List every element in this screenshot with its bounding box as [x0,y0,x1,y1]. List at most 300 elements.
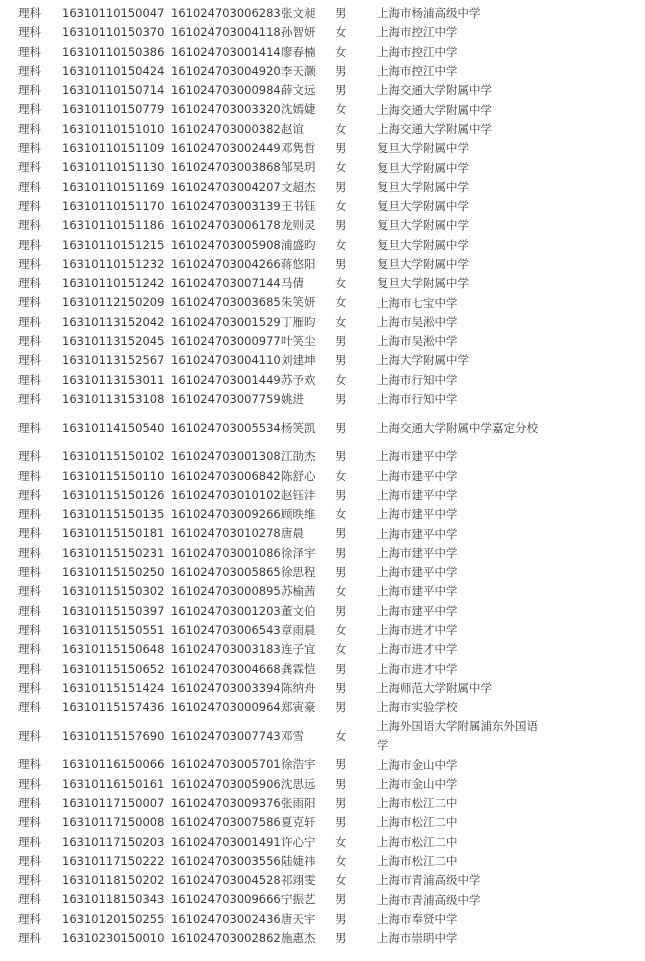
gender-cell: 女 [335,584,347,599]
school-cell: 上海交通大学附属中学 [377,83,492,98]
gender-cell: 女 [335,160,347,175]
table-row [18,447,547,466]
table-row [18,236,547,255]
table-row [18,640,547,659]
gender-cell: 男 [335,700,347,715]
subject-cell: 理科 [18,487,41,502]
student-name-cell: 文超杰 [281,179,316,194]
school-cell: 上海市实验学校 [377,700,458,715]
student-name-cell: 徐思程 [281,565,316,580]
table-row [18,563,547,582]
subject-cell: 理科 [18,44,41,59]
table-row [18,274,547,293]
id-number-cell: 161024703000964 [171,700,281,715]
school-cell: 复旦大学附属中学 [377,237,469,252]
gender-cell: 女 [335,237,347,252]
exam-number-cell: 16310115150397 [62,603,165,618]
gender-cell: 男 [335,892,347,907]
school-cell: 上海师范大学附属中学 [377,680,492,695]
school-cell: 上海市建平中学 [377,507,458,522]
table-row [18,602,547,621]
subject-cell: 理科 [18,853,41,868]
table-row [18,486,547,505]
exam-number-cell: 16310115150126 [62,487,165,502]
subject-cell: 理科 [18,237,41,252]
id-number-cell: 161024703000977 [171,334,281,349]
subject-cell: 理科 [18,507,41,522]
student-name-cell: 薛文远 [281,83,316,98]
id-number-cell: 161024703004668 [171,661,281,676]
table-row [18,467,547,486]
subject-cell: 理科 [18,198,41,213]
school-cell: 上海市行知中学 [377,392,458,407]
gender-cell: 女 [335,295,347,310]
table-row [18,833,547,852]
id-number-cell: 161024703003183 [171,642,281,657]
school-cell: 上海市松江二中 [377,834,458,849]
exam-number-cell: 16310114150540 [62,420,165,435]
exam-number-cell: 16310120150255 [62,911,165,926]
gender-cell: 男 [335,795,347,810]
table-row [18,62,547,81]
table-row [18,139,547,158]
subject-cell: 理科 [18,661,41,676]
school-cell: 上海市建平中学 [377,545,458,560]
exam-number-cell: 16310115150250 [62,565,165,580]
school-cell: 上海市松江二中 [377,815,458,830]
student-name-cell: 邹昊玥 [281,160,316,175]
gender-cell: 女 [335,102,347,117]
school-cell: 上海市吴淞中学 [377,314,458,329]
student-name-cell: 陆婕祎 [281,853,316,868]
student-name-cell: 郑寅豪 [281,700,316,715]
id-number-cell: 161024703003556 [171,853,281,868]
gender-cell: 男 [335,661,347,676]
exam-number-cell: 16310115157436 [62,700,165,715]
exam-number-cell: 16310113152567 [62,353,165,368]
gender-cell: 女 [335,873,347,888]
gender-cell: 男 [335,141,347,156]
table-row [18,929,547,948]
table-row [18,505,547,524]
table-row [18,755,547,774]
table-row [18,775,547,794]
gender-cell: 男 [335,931,347,946]
student-name-cell: 施惠杰 [281,931,316,946]
student-name-cell: 苏榆茜 [281,584,316,599]
id-number-cell: 161024703002436 [171,911,281,926]
table-row [18,313,547,332]
id-number-cell: 161024703001449 [171,372,281,387]
subject-cell: 理科 [18,815,41,830]
gender-cell: 男 [335,449,347,464]
student-name-cell: 浦盛昀 [281,237,316,252]
school-cell: 上海市建平中学 [377,526,458,541]
exam-number-cell: 16310110151215 [62,237,165,252]
student-name-cell: 孙智妍 [281,25,316,40]
id-number-cell: 161024703007743 [171,728,281,743]
subject-cell: 理科 [18,622,41,637]
gender-cell: 女 [335,468,347,483]
student-name-cell: 蒋悠阳 [281,256,316,271]
subject-cell: 理科 [18,565,41,580]
id-number-cell: 161024703003320 [171,102,281,117]
school-cell: 复旦大学附属中学 [377,199,469,214]
student-name-cell: 王书钰 [281,198,316,213]
student-name-cell: 沈嫣婕 [281,102,316,117]
gender-cell: 男 [335,565,347,580]
exam-number-cell: 16310115150551 [62,622,165,637]
school-cell: 上海市奉贤中学 [377,911,458,926]
table-row [18,120,547,139]
school-cell: 复旦大学附属中学 [377,218,469,233]
table-row [18,813,547,832]
id-number-cell: 161024703004118 [171,25,281,40]
gender-cell: 男 [335,218,347,233]
exam-number-cell: 16310115150652 [62,661,165,676]
table-row [18,621,547,640]
subject-cell: 理科 [18,584,41,599]
id-number-cell: 161024703001308 [171,449,281,464]
id-number-cell: 161024703007144 [171,276,281,291]
student-name-cell: 顾昳维 [281,507,316,522]
school-cell: 上海交通大学附属中学 [377,102,492,117]
school-cell: 上海市进才中学 [377,623,458,638]
table-row [18,371,547,390]
gender-cell: 女 [335,853,347,868]
id-number-cell: 161024703000382 [171,121,281,136]
subject-cell: 理科 [18,757,41,772]
exam-number-cell: 16310110150370 [62,25,165,40]
id-number-cell: 161024703006283 [171,6,281,20]
exam-number-cell: 16310230150010 [62,931,165,946]
subject-cell: 理科 [18,63,41,78]
student-name-cell: 连子宜 [281,642,316,657]
school-cell: 上海市控江中学 [377,44,458,59]
id-number-cell: 161024703004266 [171,256,281,271]
gender-cell: 女 [335,121,347,136]
subject-cell: 理科 [18,873,41,888]
id-number-cell: 161024703001414 [171,44,281,59]
exam-number-cell: 16310110151109 [62,141,165,156]
exam-number-cell: 16310110150714 [62,83,165,98]
subject-cell: 理科 [18,700,41,715]
exam-number-cell: 16310110151170 [62,198,165,213]
student-name-cell: 苏予欢 [281,372,316,387]
subject-cell: 理科 [18,6,41,20]
table-row [18,679,547,698]
student-name-cell: 唐晨 [281,526,304,541]
subject-cell: 理科 [18,353,41,368]
student-name-cell: 章雨晨 [281,622,316,637]
subject-cell: 理科 [18,391,41,406]
student-name-cell: 唐天宇 [281,911,316,926]
student-name-cell: 沈思远 [281,776,316,791]
table-row [18,178,547,197]
student-name-cell: 龙则灵 [281,218,316,233]
subject-cell: 理科 [18,102,41,117]
school-cell: 上海市金山中学 [377,757,458,772]
id-number-cell: 161024703002449 [171,141,281,156]
table-row [18,409,547,447]
school-cell: 上海市建平中学 [377,603,458,618]
exam-number-cell: 16310110151010 [62,121,165,136]
gender-cell: 女 [335,642,347,657]
gender-cell: 男 [335,420,347,435]
id-number-cell: 161024703001529 [171,314,281,329]
school-cell: 上海市青浦高级中学 [377,873,481,888]
school-cell: 上海市杨浦高级中学 [377,6,481,21]
table-row [18,717,547,755]
subject-cell: 理科 [18,931,41,946]
table-row [18,255,547,274]
student-name-cell: 祁翊雯 [281,873,316,888]
id-number-cell: 161024703001491 [171,834,281,849]
id-number-cell: 161024703004110 [171,353,281,368]
school-cell: 上海市建平中学 [377,449,458,464]
school-cell: 上海交通大学附属中学嘉定分校 [377,420,538,435]
gender-cell: 男 [335,256,347,271]
id-number-cell: 161024703006543 [171,622,281,637]
school-cell: 复旦大学附属中学 [377,179,469,194]
gender-cell: 男 [335,179,347,194]
id-number-cell: 161024703005908 [171,237,281,252]
student-name-cell: 廖春楠 [281,44,316,59]
subject-cell: 理科 [18,218,41,233]
subject-cell: 理科 [18,83,41,98]
gender-cell: 女 [335,622,347,637]
gender-cell: 男 [335,776,347,791]
exam-number-cell: 16310117150007 [62,795,165,810]
table-row [18,871,547,890]
subject-cell: 理科 [18,911,41,926]
gender-cell: 男 [335,526,347,541]
id-number-cell: 161024703000895 [171,584,281,599]
subject-cell: 理科 [18,314,41,329]
school-cell: 复旦大学附属中学 [377,160,469,175]
id-number-cell: 161024703010102 [171,487,281,502]
table-row [18,582,547,601]
subject-cell: 理科 [18,372,41,387]
exam-number-cell: 16310115157690 [62,728,165,743]
school-cell: 上海市吴淞中学 [377,334,458,349]
subject-cell: 理科 [18,420,41,435]
id-number-cell: 161024703006178 [171,218,281,233]
table-row [18,293,547,312]
school-cell: 上海市七宝中学 [377,295,458,310]
table-row [18,216,547,235]
subject-cell: 理科 [18,256,41,271]
subject-cell: 理科 [18,121,41,136]
student-name-cell: 姚进 [281,391,304,406]
subject-cell: 理科 [18,545,41,560]
student-name-cell: 徐浩宇 [281,757,316,772]
exam-number-cell: 16310110151169 [62,179,165,194]
id-number-cell: 161024703001203 [171,603,281,618]
exam-number-cell: 16310110151242 [62,276,165,291]
student-name-cell: 赵钰沣 [281,487,316,502]
table-row [18,544,547,563]
table-row [18,524,547,543]
exam-number-cell: 16310113152045 [62,334,165,349]
subject-cell: 理科 [18,141,41,156]
id-number-cell: 161024703004528 [171,873,281,888]
exam-number-cell: 16310110151186 [62,218,165,233]
id-number-cell: 161024703003868 [171,160,281,175]
exam-number-cell: 16310110150386 [62,44,165,59]
school-cell: 上海市建平中学 [377,468,458,483]
gender-cell: 男 [335,911,347,926]
school-cell: 上海市松江二中 [377,854,458,869]
id-number-cell: 161024703002862 [171,931,281,946]
exam-number-cell: 16310115150181 [62,526,165,541]
subject-cell: 理科 [18,834,41,849]
exam-number-cell: 16310115150102 [62,449,165,464]
id-number-cell: 161024703004207 [171,179,281,194]
student-name-cell: 陈纳舟 [281,680,316,695]
id-number-cell: 161024703003139 [171,198,281,213]
table-row [18,100,547,119]
exam-number-cell: 16310110150779 [62,102,165,117]
gender-cell: 男 [335,353,347,368]
gender-cell: 男 [335,83,347,98]
school-cell: 上海市建平中学 [377,487,458,502]
subject-cell: 理科 [18,892,41,907]
id-number-cell: 161024703010278 [171,526,281,541]
gender-cell: 男 [335,680,347,695]
exam-number-cell: 16310118150343 [62,892,165,907]
subject-cell: 理科 [18,680,41,695]
gender-cell: 女 [335,25,347,40]
student-name-cell: 叶笑尘 [281,334,316,349]
school-cell: 上海市建平中学 [377,565,458,580]
subject-cell: 理科 [18,179,41,194]
student-name-cell: 张文昶 [281,6,316,20]
student-table-body [18,4,547,948]
exam-number-cell: 16310117150203 [62,834,165,849]
exam-number-cell: 16310115150231 [62,545,165,560]
gender-cell: 女 [335,276,347,291]
student-name-cell: 董文伯 [281,603,316,618]
table-row [18,698,547,717]
exam-number-cell: 16310115150110 [62,468,165,483]
subject-cell: 理科 [18,25,41,40]
school-cell: 上海市进才中学 [377,642,458,657]
table-row [18,794,547,813]
school-cell: 上海市行知中学 [377,372,458,387]
exam-number-cell: 16310113153011 [62,372,165,387]
gender-cell: 女 [335,198,347,213]
gender-cell: 女 [335,44,347,59]
table-row [18,23,547,42]
exam-number-cell: 16310112150209 [62,295,165,310]
school-cell: 复旦大学附属中学 [377,141,469,156]
subject-cell: 理科 [18,795,41,810]
gender-cell: 女 [335,728,347,743]
school-cell: 上海市控江中学 [377,64,458,79]
student-name-cell: 张雨阳 [281,795,316,810]
exam-number-cell: 16310113153108 [62,391,165,406]
school-cell: 复旦大学附属中学 [377,257,469,271]
student-table [18,4,547,948]
id-number-cell: 161024703000984 [171,83,281,98]
id-number-cell: 161024703003394 [171,680,281,695]
id-number-cell: 161024703005906 [171,776,281,791]
gender-cell: 男 [335,603,347,618]
subject-cell: 理科 [18,276,41,291]
student-name-cell: 龚霖恺 [281,661,316,676]
school-cell: 上海市金山中学 [377,776,458,791]
gender-cell: 男 [335,815,347,830]
gender-cell: 男 [335,545,347,560]
exam-number-cell: 16310110150047 [62,6,165,20]
gender-cell: 女 [335,834,347,849]
student-name-cell: 朱笑妍 [281,295,316,310]
id-number-cell: 161024703005865 [171,565,281,580]
student-name-cell: 邓隽哲 [281,141,316,156]
gender-cell: 男 [335,6,347,20]
exam-number-cell: 16310115151424 [62,680,165,695]
id-number-cell: 161024703009666 [171,892,281,907]
school-cell: 上海市青浦高级中学 [377,892,481,907]
school-cell: 上海市建平中学 [377,584,458,599]
id-number-cell: 161024703007586 [171,815,281,830]
id-number-cell: 161024703006842 [171,468,281,483]
student-name-cell: 赵谊 [281,121,304,136]
student-name-cell: 刘建坤 [281,353,316,368]
gender-cell: 男 [335,63,347,78]
school-cell: 上海外国语大学附属浦东外国语学 [377,719,538,753]
school-cell: 上海交通大学附属中学 [377,121,492,136]
school-cell: 复旦大学附属中学 [377,276,469,291]
id-number-cell: 161024703009376 [171,795,281,810]
table-row [18,852,547,871]
table-row [18,910,547,929]
exam-number-cell: 16310110150424 [62,63,165,78]
id-number-cell: 161024703003685 [171,295,281,310]
subject-cell: 理科 [18,642,41,657]
table-row [18,890,547,909]
subject-cell: 理科 [18,295,41,310]
id-number-cell: 161024703001086 [171,545,281,560]
subject-cell: 理科 [18,468,41,483]
gender-cell: 女 [335,372,347,387]
exam-number-cell: 16310117150008 [62,815,165,830]
exam-number-cell: 16310117150222 [62,853,165,868]
table-row [18,660,547,679]
subject-cell: 理科 [18,603,41,618]
student-name-cell: 夏克轩 [281,815,316,830]
id-number-cell: 161024703005701 [171,757,281,772]
exam-number-cell: 16310115150302 [62,584,165,599]
exam-number-cell: 16310113152042 [62,314,165,329]
school-cell: 上海大学附属中学 [377,353,469,368]
student-name-cell: 邓雪 [281,728,304,743]
student-name-cell: 宁振艺 [281,892,316,907]
exam-number-cell: 16310116150161 [62,776,165,791]
subject-cell: 理科 [18,776,41,791]
subject-cell: 理科 [18,160,41,175]
student-name-cell: 陈舒心 [281,468,316,483]
exam-number-cell: 16310115150648 [62,642,165,657]
gender-cell: 男 [335,391,347,406]
gender-cell: 女 [335,507,347,522]
gender-cell: 女 [335,314,347,329]
table-row [18,390,547,409]
table-row [18,81,547,100]
exam-number-cell: 16310116150066 [62,757,165,772]
id-number-cell: 161024703004920 [171,63,281,78]
